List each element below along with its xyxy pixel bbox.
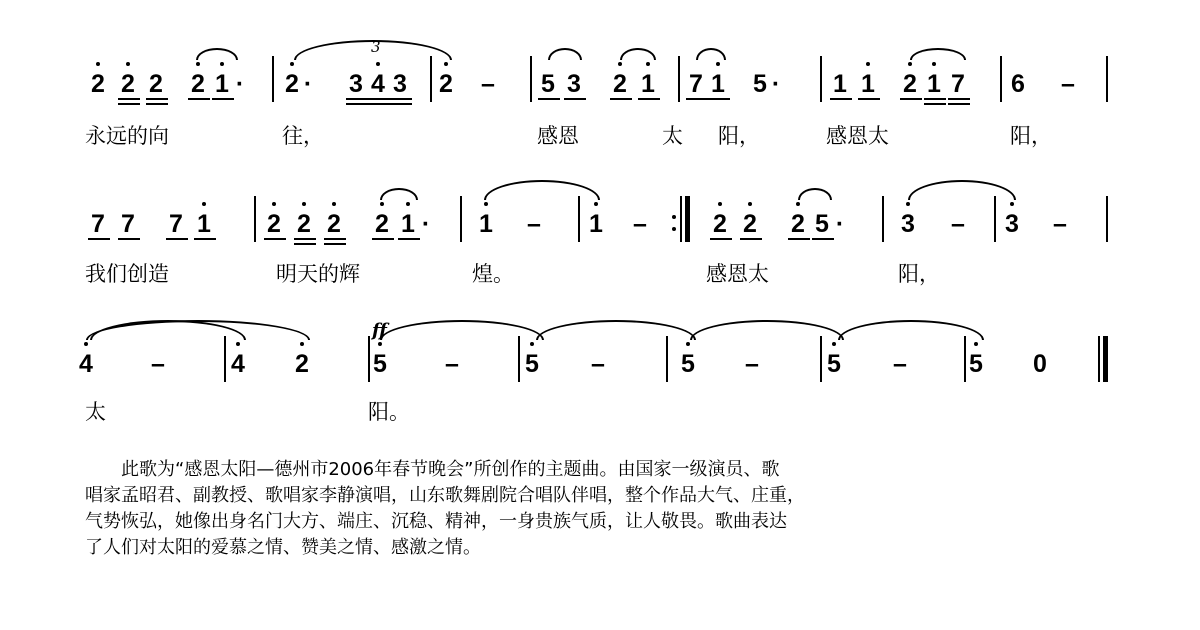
note: 2 [191,70,205,98]
note: 5 [969,350,983,378]
upper-octave-dot [932,62,936,66]
upper-octave-dot [718,202,722,206]
lyric: 我们创造 [85,262,169,286]
note: 5 [681,350,695,378]
slur [380,188,418,200]
upper-octave-dot [332,202,336,206]
upper-octave-dot [406,202,410,206]
lyric: 阳， [898,262,940,286]
barline [1000,56,1002,102]
slur [690,320,844,340]
underline-beam [212,98,234,100]
underline-beam [610,98,632,100]
underline-beam [710,238,732,240]
note: 0 [1033,350,1047,378]
underline-beam [372,238,394,240]
note: 1 [861,70,875,98]
note: 5 [753,70,767,98]
upper-octave-dot [908,62,912,66]
note: 2 [91,70,105,98]
upper-octave-dot [594,202,598,206]
note: 7 [91,210,105,238]
underline-beam [166,238,188,240]
upper-octave-dot [196,62,200,66]
note: 1 [479,210,493,238]
note: 5 [541,70,555,98]
slur [484,180,600,200]
note: 2 [743,210,757,238]
upper-octave-dot [126,62,130,66]
barline [578,196,580,242]
underline-beam [830,98,852,100]
underline-beam [294,238,316,240]
slur [696,48,726,60]
note: 2 [613,70,627,98]
note: 1 [589,210,603,238]
underline-beam [324,243,346,245]
upper-octave-dot [974,342,978,346]
underline-beam [118,238,140,240]
note: 2 [375,210,389,238]
note: 7 [121,210,135,238]
underline-beam [788,238,810,240]
note: 4 [79,350,93,378]
note: 7 [169,210,183,238]
augmentation-dot: · [835,210,845,238]
slur [620,48,656,60]
upper-octave-dot [748,202,752,206]
underline-beam [924,103,946,105]
lyric: 太 [85,400,106,424]
slur [380,320,544,340]
underline-beam [638,98,660,100]
description-line: 唱家孟昭君、副教授、歌唱家李静演唱，山东歌舞剧院合唱队伴唱，整个作品大气、庄重， [85,485,805,506]
note: 1 [401,210,415,238]
upper-octave-dot [832,342,836,346]
note: 5 [815,210,829,238]
barline [518,336,520,382]
slur [294,40,452,60]
barline [820,56,822,102]
upper-octave-dot [796,202,800,206]
dash-extension: – [445,350,459,378]
slur [86,320,310,340]
lyric: 明天的辉 [276,262,360,286]
underline-beam [346,103,368,105]
note: 3 [349,70,363,98]
underline-beam [146,103,168,105]
underline-beam [390,103,412,105]
slur [196,48,238,60]
upper-octave-dot [906,202,910,206]
description-line: 此歌为“感恩太阳—德州市2006年春节晚会”所创作的主题曲。由国家一级演员、歌 [85,459,780,480]
barline [460,196,462,242]
slur [910,48,966,60]
slur [798,188,832,200]
note: 2 [297,210,311,238]
upper-octave-dot [272,202,276,206]
underline-beam [146,98,168,100]
note: 2 [903,70,917,98]
lyric: 感恩 [537,124,579,148]
note: 1 [197,210,211,238]
barline [254,196,256,242]
note: 2 [713,210,727,238]
barline [964,336,966,382]
barline [994,196,996,242]
note: 5 [373,350,387,378]
dash-extension: – [893,350,907,378]
dash-extension: – [1053,210,1067,238]
dash-extension: – [745,350,759,378]
underline-beam [538,98,560,100]
upper-octave-dot [686,342,690,346]
dash-extension: – [633,210,647,238]
dash-extension: – [591,350,605,378]
underline-beam [346,98,368,100]
underline-beam [948,103,970,105]
lyric: 煌。 [472,262,514,286]
underline-beam [686,98,708,100]
triplet-mark: 3 [371,38,381,56]
lyric: 永远的向 [85,124,169,148]
upper-octave-dot [1010,202,1014,206]
note: 5 [525,350,539,378]
note: 1 [215,70,229,98]
upper-octave-dot [84,342,88,346]
upper-octave-dot [302,202,306,206]
dash-extension: – [481,70,495,98]
augmentation-dot: · [235,70,245,98]
barline [430,56,432,102]
slur [548,48,582,60]
upper-octave-dot [866,62,870,66]
underline-beam [188,98,210,100]
underline-beam [294,243,316,245]
repeat-dot [672,215,676,219]
lyric: 阳， [1010,124,1052,148]
barline [1106,196,1108,242]
dash-extension: – [951,210,965,238]
underline-beam [398,238,420,240]
barline [530,56,532,102]
song-description [85,457,1085,561]
underline-beam [118,98,140,100]
note: 1 [833,70,847,98]
upper-octave-dot [378,342,382,346]
underline-beam [368,98,390,100]
dash-extension: – [527,210,541,238]
note: 1 [641,70,655,98]
barline [666,336,668,382]
note: 1 [927,70,941,98]
underline-beam [194,238,216,240]
slur [536,320,696,340]
underline-beam [948,98,970,100]
augmentation-dot: · [421,210,431,238]
note: 7 [951,70,965,98]
barline [820,336,822,382]
augmentation-dot: · [771,70,781,98]
barline [882,196,884,242]
underline-beam [812,238,834,240]
note: 2 [285,70,299,98]
dash-extension: – [151,350,165,378]
underline-beam [264,238,286,240]
note: 4 [371,70,385,98]
underline-beam [924,98,946,100]
note: 3 [901,210,915,238]
note: 2 [121,70,135,98]
upper-octave-dot [380,202,384,206]
note: 2 [791,210,805,238]
barline [224,336,226,382]
upper-octave-dot [716,62,720,66]
augmentation-dot: · [303,70,313,98]
upper-octave-dot [96,62,100,66]
upper-octave-dot [300,342,304,346]
dynamic-marking: ff [372,320,387,341]
note: 7 [689,70,703,98]
barline [1106,56,1108,102]
note: 1 [711,70,725,98]
upper-octave-dot [646,62,650,66]
upper-octave-dot [618,62,622,66]
description-line: 了人们对太阳的爱慕之情、赞美之情、感激之情。 [85,537,481,558]
barline [272,56,274,102]
note: 3 [393,70,407,98]
underline-beam [740,238,762,240]
underline-beam [708,98,730,100]
note: 2 [149,70,163,98]
underline-beam [368,103,390,105]
repeat-barline-thick [685,196,690,242]
upper-octave-dot [202,202,206,206]
lyric: 太 [662,124,683,148]
barline [678,56,680,102]
lyric: 阳， [718,124,760,148]
slur [838,320,984,340]
dash-extension: – [1061,70,1075,98]
note: 2 [267,210,281,238]
upper-octave-dot [220,62,224,66]
note: 2 [295,350,309,378]
note: 4 [231,350,245,378]
upper-octave-dot [290,62,294,66]
note: 3 [567,70,581,98]
final-barline-thick [1103,336,1108,382]
lyric: 感恩太 [706,262,769,286]
lyric: 阳。 [368,400,410,424]
note: 2 [439,70,453,98]
upper-octave-dot [484,202,488,206]
upper-octave-dot [444,62,448,66]
note: 5 [827,350,841,378]
underline-beam [858,98,880,100]
note: 2 [327,210,341,238]
upper-octave-dot [530,342,534,346]
lyric: 感恩太 [826,124,889,148]
repeat-dot [672,227,676,231]
barline [368,336,370,382]
underline-beam [88,238,110,240]
upper-octave-dot [376,62,380,66]
repeat-barline-thin [680,196,682,242]
note: 3 [1005,210,1019,238]
note: 6 [1011,70,1025,98]
underline-beam [390,98,412,100]
underline-beam [564,98,586,100]
upper-octave-dot [236,342,240,346]
slur [908,180,1016,200]
lyric: 往， [282,124,324,148]
underline-beam [118,103,140,105]
description-line: 气势恢弘，她像出身名门大方、端庄、沉稳、精神，一身贵族气质，让人敬畏。歌曲表达 [85,511,787,532]
final-barline-thin [1098,336,1100,382]
underline-beam [900,98,922,100]
underline-beam [324,238,346,240]
